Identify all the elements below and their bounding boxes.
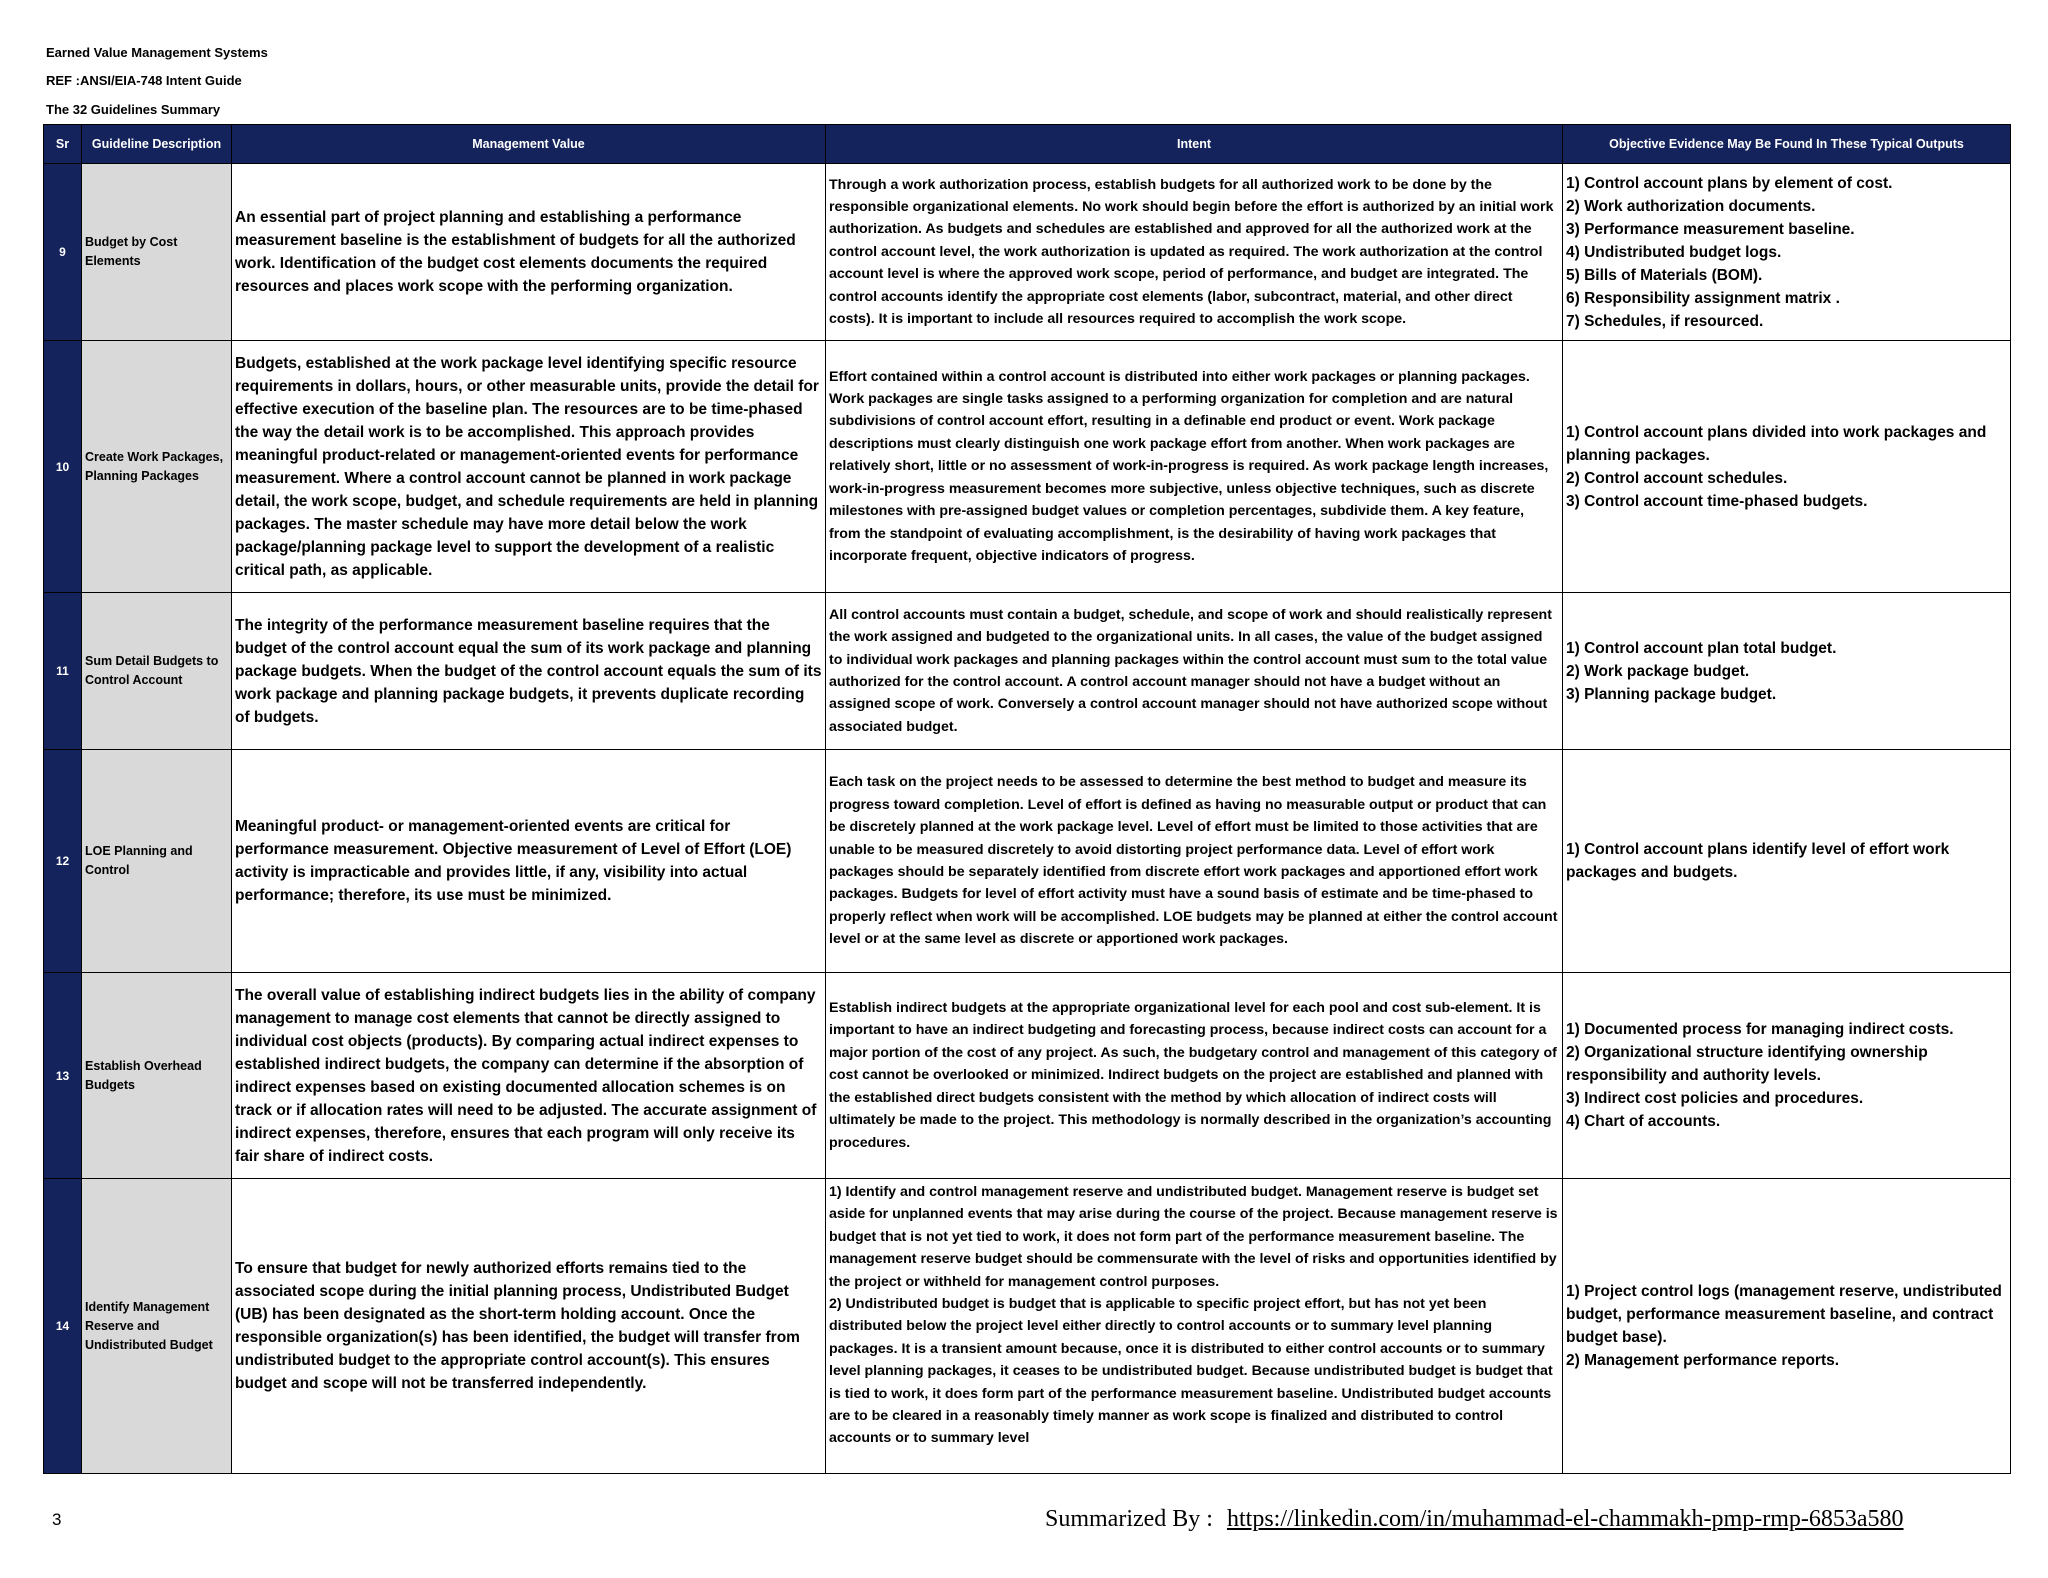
row-evidence <box>1563 973 2011 1179</box>
footer-attribution <box>1045 1506 1904 1533</box>
header-intent: Intent <box>826 125 1563 164</box>
row-guideline: Identify Management Reserve and Undistributed Budget <box>82 1179 232 1474</box>
linkedin-link[interactable]: https://linkedin.com/in/muhammad-el-chammakh-pmp-rmp-6853a580 <box>1226 1506 1904 1532</box>
header-evidence: Objective Evidence May Be Found In These Typical Outputs <box>1563 125 2011 164</box>
row-sr: 14 <box>44 1179 82 1474</box>
doc-title: Earned Value Management Systems <box>46 45 268 60</box>
row-intent: Establish indirect budgets at the appropriate organizational level for each pool and cost sub-element. It is important to have an indirect budgeting and forecasting process, because indirect costs can account for a major portion of the cost of any project. As such, the budgetary control and management of this category of cost cannot be overlooked or minimized. Indirect budgets on the project are established and planned with the established direct budgets consistent with the method by which allocation of indirect costs will ultimately be made to the project. This methodology is normally described in the organization’s accounting procedures. <box>826 973 1563 1179</box>
row-sr: 9 <box>44 164 82 341</box>
table-row <box>44 1179 2011 1474</box>
summarized-by-label: Summarized By : <box>1045 1506 1213 1532</box>
guidelines-table <box>43 124 2011 1474</box>
row-sr: 11 <box>44 593 82 750</box>
header-guideline: Guideline Description <box>82 125 232 164</box>
evidence-item: 4) Chart of accounts. <box>1566 1113 1721 1130</box>
row-sr: 12 <box>44 750 82 973</box>
evidence-item: 1) Documented process for managing indirect costs. <box>1566 1021 1954 1038</box>
evidence-item: 5) Bills of Materials (BOM). <box>1566 266 1763 284</box>
row-guideline: Budget by Cost Elements <box>82 164 232 341</box>
row-sr: 13 <box>44 973 82 1179</box>
row-evidence <box>1563 164 2011 341</box>
row-evidence <box>1563 593 2011 750</box>
evidence-item: 2) Work authorization documents. <box>1566 197 1816 215</box>
evidence-item: 2) Management performance reports. <box>1566 1352 1840 1369</box>
intent-text: 1) Identify and control management reserve and undistributed budget. Management reserve is budget set aside for unplanned events that may arise during the course of the project. Because management reserve is budget that is not yet tied to work, it does not form part of the performance measurement baseline. The management reserve budget should be commensurate with the level of risks and opportunities identified by the project or withheld for management control purposes. 2) Undistributed budget is budget that is applicable to specific project effort, but has not yet been distributed below the project level either directly to control accounts or to summary level planning packages. It is a transient amount because, once it is distributed to either control accounts or to summary level planning packages, it ceases to be undistributed budget. Because undistributed budget is budget that is tied to work, it does form part of the performance measurement baseline. Undistributed budget accounts are to be cleared in a reasonably timely manner as work scope is finalized and distributed to control accounts or to summary level <box>829 1184 1558 1447</box>
row-intent: All control accounts must contain a budget, schedule, and scope of work and should realistically represent the work assigned and budgeted to the organizational units. In all cases, the value of the budget assigned to individual work packages and planning packages within the control account must sum to the total value authorized for the control account. A control account manager should not have a budget without an assigned scope of work. Conversely a control account manager should not have authorized scope without associated budget. <box>826 593 1563 750</box>
evidence-item: 1) Control account plan total budget. <box>1566 639 1837 657</box>
evidence-item: 1) Control account plans by element of cost. <box>1566 174 1893 192</box>
row-management-value: The integrity of the performance measurement baseline requires that the budget of the control account equal the sum of its work package and planning package budgets. When the budget of the control account equals the sum of its work package and planning package budgets, it prevents duplicate recording of budgets. <box>232 593 826 750</box>
row-management-value: To ensure that budget for newly authorized efforts remains tied to the associated scope during the initial planning process, Undistributed Budget (UB) has been designated as the short-term holding account. Once the responsible organization(s) has been identified, the budget will transfer from undistributed budget to the appropriate control account(s). This ensures budget and scope will not be transferred independently. <box>232 1179 826 1474</box>
table-row <box>44 973 2011 1179</box>
evidence-item: 3) Performance measurement baseline. <box>1566 220 1855 238</box>
evidence-item: 2) Organizational structure identifying ownership responsibility and authority levels. <box>1566 1044 1928 1084</box>
header-sr: Sr <box>44 125 82 164</box>
evidence-item: 1) Control account plans divided into work packages and planning packages. <box>1566 423 1987 464</box>
table-row <box>44 341 2011 593</box>
row-intent: Effort contained within a control account is distributed into either work packages or planning packages. Work packages are single tasks assigned to a performing organization for completion and are natural subdivisions of control account effort, resulting in a definable end product or event. Work package descriptions must clearly distinguish one work package effort from another. When work packages are relatively short, little or no assessment of work-in-progress is required. As work package length increases, work-in-progress measurement becomes more subjective, unless objective techniques, such as discrete milestones with pre-assigned budget values or completion percentages, subdivide them. A key feature, from the standpoint of evaluating accomplishment, is the desirability of having work packages that incorporate frequent, objective indicators of progress. <box>826 341 1563 593</box>
row-intent: Through a work authorization process, establish budgets for all authorized work to be done by the responsible organizational elements. No work should begin before the effort is authorized by an initial work authorization. As budgets and schedules are established and approved for all the authorized work at the control account level, the work authorization is updated as required. The work authorization at the control account level is where the approved work scope, period of performance, and budget are integrated. The control accounts identify the appropriate cost elements (labor, subcontract, material, and other direct costs). It is important to include all resources required to accomplish the work scope. <box>826 164 1563 341</box>
page-number: 3 <box>52 1510 62 1529</box>
row-evidence <box>1563 1179 2011 1474</box>
row-guideline: LOE Planning and Control <box>82 750 232 973</box>
table-header-row <box>44 125 2011 164</box>
evidence-item: 1) Control account plans identify level of effort work packages and budgets. <box>1566 841 1950 881</box>
evidence-item: 6) Responsibility assignment matrix . <box>1566 289 1840 307</box>
row-guideline: Sum Detail Budgets to Control Account <box>82 593 232 750</box>
header-management: Management Value <box>232 125 826 164</box>
evidence-item: 1) Project control logs (management reserve, undistributed budget, performance measurement baseline, and contract budget base). <box>1566 1283 2002 1346</box>
evidence-item: 2) Work package budget. <box>1566 662 1750 680</box>
row-management-value: Meaningful product- or management-oriented events are critical for performance measurement. Objective measurement of Level of Effort (LOE) activity is impracticable and provides little, if any, visibility into actual performance; therefore, its use must be minimized. <box>232 750 826 973</box>
row-management-value: Budgets, established at the work package level identifying specific resource requirements in dollars, hours, or other measurable units, provide the detail for effective execution of the baseline plan. The resources are to be time-phased the way the detail work is to be accomplished. This approach provides meaningful product-related or management-oriented events for performance measurement. Where a control account cannot be planned in work package detail, the work scope, budget, and schedule requirements are held in planning packages. The master schedule may have more detail below the work package/planning package level to support the development of a realistic critical path, as applicable. <box>232 341 826 593</box>
evidence-item: 3) Indirect cost policies and procedures. <box>1566 1090 1864 1107</box>
row-intent <box>826 1179 1563 1474</box>
row-management-value: An essential part of project planning and establishing a performance measurement baseline is the establishment of budgets for all the authorized work. Identification of the budget cost elements documents the required resources and places work scope with the performing organization. <box>232 164 826 341</box>
evidence-item: 7) Schedules, if resourced. <box>1566 312 1764 330</box>
row-intent: Each task on the project needs to be assessed to determine the best method to budget and measure its progress toward completion. Level of effort is defined as having no measurable output or product that can be discretely planned at the work package level. Level of effort must be limited to those activities that are unable to be measured discretely to avoid distorting project performance data. Level of effort work packages should be separately identified from discrete effort work packages and apportioned effort work packages. Budgets for level of effort activity must have a sound basis of estimate and be time-phased to properly reflect when work will be accomplished. LOE budgets may be planned at either the control account level or at the same level as discrete or apportioned work packages. <box>826 750 1563 973</box>
evidence-item: 3) Planning package budget. <box>1566 685 1777 703</box>
row-evidence <box>1563 341 2011 593</box>
row-guideline: Establish Overhead Budgets <box>82 973 232 1179</box>
row-management-value: The overall value of establishing indirect budgets lies in the ability of company management to manage cost elements that cannot be directly assigned to individual cost objects (products). By comparing actual indirect expenses to established indirect budgets, the company can determine if the absorption of indirect expenses based on existing documented allocation schemes is on track or if allocation rates will need to be adjusted. The accurate assignment of indirect expenses, therefore, ensures that each program will only receive its fair share of indirect costs. <box>232 973 826 1179</box>
evidence-item: 2) Control account schedules. <box>1566 469 1788 487</box>
table-row <box>44 164 2011 341</box>
row-guideline: Create Work Packages, Planning Packages <box>82 341 232 593</box>
table-row <box>44 750 2011 973</box>
row-evidence <box>1563 750 2011 973</box>
row-sr: 10 <box>44 341 82 593</box>
doc-reference: REF :ANSI/EIA-748 Intent Guide <box>46 73 242 88</box>
evidence-item: 4) Undistributed budget logs. <box>1566 243 1782 261</box>
doc-subtitle: The 32 Guidelines Summary <box>46 102 221 117</box>
evidence-item: 3) Control account time-phased budgets. <box>1566 492 1868 510</box>
table-row <box>44 593 2011 750</box>
